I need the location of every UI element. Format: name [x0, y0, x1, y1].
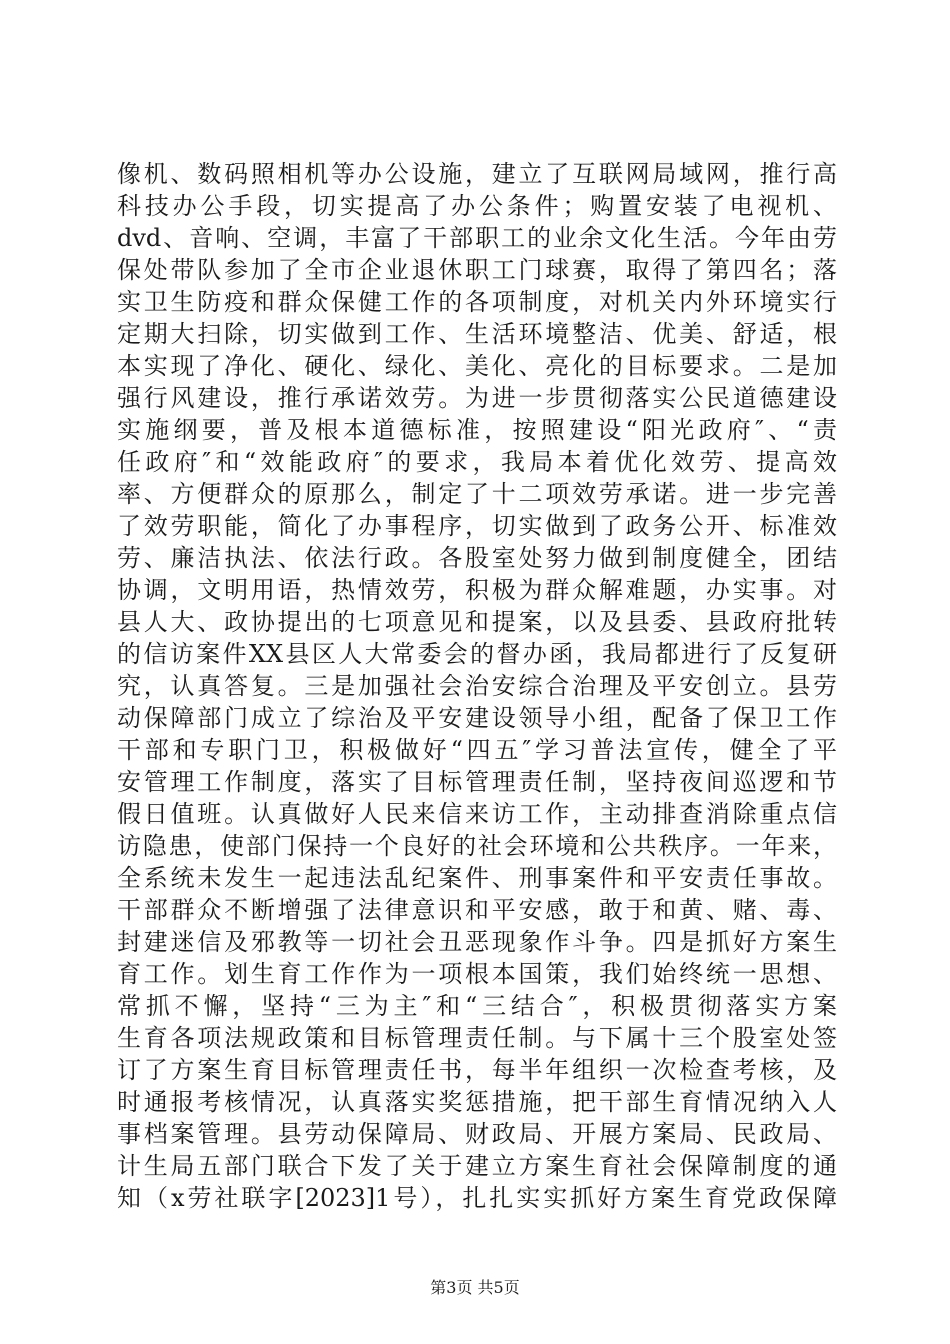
text-line: 强行风建设，推行承诺效劳。为进一步贯彻落实公民道德建设 — [117, 384, 837, 412]
text-line: 了效劳职能，简化了办事程序，切实做到了政务公开、标准效 — [117, 512, 837, 540]
text-line: 实施纲要，普及根本道德标准，按照建设“阳光政府″、“责 — [117, 416, 837, 444]
text-line: 保处带队参加了全市企业退休职工门球赛，取得了第四名；落 — [117, 256, 837, 284]
text-line: 定期大扫除，切实做到工作、生活环境整洁、优美、舒适，根 — [117, 320, 837, 348]
text-line: 任政府″和“效能政府″的要求，我局本着优化效劳、提高效 — [117, 448, 837, 476]
text-line: 县人大、政协提出的七项意见和提案，以及县委、县政府批转 — [117, 608, 837, 636]
text-line: 知（x劳社联字[2023]1号），扎扎实实抓好方案生育党政保障 — [117, 1184, 837, 1212]
text-line: 协调，文明用语，热情效劳，积极为群众解难题，办实事。对 — [117, 576, 837, 604]
text-line: 假日值班。认真做好人民来信来访工作，主动排查消除重点信 — [117, 800, 837, 828]
text-line: 访隐患，使部门保持一个良好的社会环境和公共秩序。一年来， — [117, 832, 837, 860]
text-line: 订了方案生育目标管理责任书，每半年组织一次检查考核，及 — [117, 1056, 837, 1084]
text-line: dvd、音响、空调，丰富了干部职工的业余文化生活。今年由劳 — [117, 224, 837, 252]
text-line: 生育各项法规政策和目标管理责任制。与下属十三个股室处签 — [117, 1024, 837, 1052]
text-line: 安管理工作制度，落实了目标管理责任制，坚持夜间巡逻和节 — [117, 768, 837, 796]
text-line: 时通报考核情况，认真落实奖惩措施，把干部生育情况纳入人 — [117, 1088, 837, 1116]
page-footer: 第3页 共5页 — [430, 1278, 520, 1297]
text-line: 劳、廉洁执法、依法行政。各股室处努力做到制度健全，团结 — [117, 544, 837, 572]
text-line: 究，认真答复。三是加强社会治安综合治理及平安创立。县劳 — [117, 672, 837, 700]
text-line: 干部群众不断增强了法律意识和平安感，敢于和黄、赌、毒、 — [117, 896, 837, 924]
text-line: 封建迷信及邪教等一切社会丑恶现象作斗争。四是抓好方案生 — [117, 928, 837, 956]
text-line: 的信访案件XX县区人大常委会的督办函，我局都进行了反复研 — [117, 640, 837, 668]
text-line: 本实现了净化、硬化、绿化、美化、亮化的目标要求。二是加 — [117, 352, 837, 380]
text-line: 动保障部门成立了综治及平安建设领导小组，配备了保卫工作 — [117, 704, 837, 732]
text-line: 育工作。划生育工作作为一项根本国策，我们始终统一思想、 — [117, 960, 837, 988]
text-line: 率、方便群众的原那么，制定了十二项效劳承诺。进一步完善 — [117, 480, 837, 508]
text-line: 计生局五部门联合下发了关于建立方案生育社会保障制度的通 — [117, 1152, 837, 1180]
text-line: 全系统未发生一起违法乱纪案件、刑事案件和平安责任事故。 — [117, 864, 837, 892]
text-line: 像机、数码照相机等办公设施，建立了互联网局域网，推行高 — [117, 160, 837, 188]
text-line: 事档案管理。县劳动保障局、财政局、开展方案局、民政局、 — [117, 1120, 837, 1148]
body-text — [117, 158, 837, 1214]
text-line: 干部和专职门卫，积极做好“四五″学习普法宣传，健全了平 — [117, 736, 837, 764]
text-line: 实卫生防疫和群众保健工作的各项制度，对机关内外环境实行 — [117, 288, 837, 316]
text-line: 科技办公手段，切实提高了办公条件；购置安装了电视机、 — [117, 192, 837, 220]
text-line: 常抓不懈，坚持“三为主″和“三结合″，积极贯彻落实方案 — [117, 992, 837, 1020]
